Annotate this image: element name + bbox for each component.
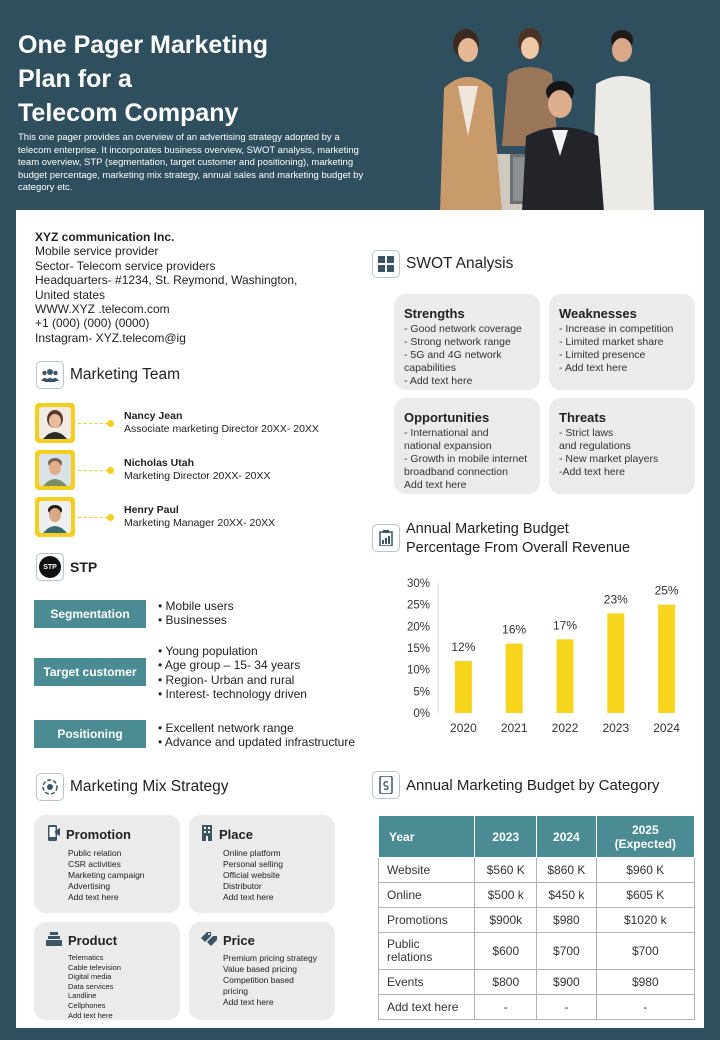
mix-promotion: Promotion Public relation CSR activities Marketing campaign Advertising Add text here [34, 815, 180, 913]
y-tick-label: 30% [406, 578, 430, 590]
building-icon [201, 825, 213, 844]
table-row: Events $800 $900 $980 [379, 970, 695, 995]
swot-heading: SWOT Analysis [372, 250, 513, 278]
swot-weaknesses: Weaknesses - Increase in competition - Limited market share - Limited presence - Add text here [549, 294, 695, 390]
bar [455, 661, 472, 713]
stp-label-positioning: Positioning [34, 720, 146, 748]
swot-threats: Threats - Strict laws and regulations - New market players -Add text here [549, 398, 695, 494]
team-member: Nancy Jean Associate marketing Director 20XX- 20XX [35, 403, 319, 443]
swot-strengths: Strengths - Good network coverage - Strong network range - 5G and 4G network capabilities - Add text here [394, 294, 540, 390]
bar [557, 639, 574, 713]
team-photo [418, 26, 680, 212]
page-title: One Pager Marketing Plan for a Telecom Company [18, 31, 269, 127]
table-row: Promotions $900k $980 $1020 k [379, 908, 695, 933]
bar [607, 613, 624, 713]
avatar [39, 454, 71, 486]
team-icon [36, 361, 64, 389]
x-tick-label: 2022 [551, 721, 579, 735]
avatar [39, 407, 71, 439]
mix-product: Product Telematics Cable television Digital media Data services Landline Cellphones Add text here [34, 922, 180, 1020]
y-tick-label: 0% [413, 708, 430, 720]
company-instagram: Instagram- XYZ.telecom@ig [35, 330, 186, 345]
company-info: XYZ communication Inc. Mobile service provider Sector- Telecom service providers Headquarters- #1234, St. Reymond, Washington, United states WWW.XYZ .telecom.com +1 (000) (000) (0000) Instagram- XYZ.telecom@ig [35, 230, 355, 345]
stp-list-segmentation: • Mobile users • Businesses [158, 599, 234, 628]
stp-list-target-customer: • Young population • Age group – 15- 34 years • Region- Urban and rural • Interest- technology driven [158, 644, 307, 702]
stop-sign-icon: STP [36, 553, 64, 581]
mix-place: Place Online platform Personal selling Official website Distributor Add text here [189, 815, 335, 913]
y-tick-label: 5% [413, 686, 430, 699]
bar-value-label: 12% [451, 640, 476, 654]
budget-percentage-chart [380, 572, 700, 742]
bar [658, 605, 675, 713]
mix-price: Price Premium pricing strategy Value based pricing Competition based pricing Add text here [189, 922, 335, 1020]
x-tick-label: 2024 [653, 721, 680, 735]
table-row: Add text here - - - [379, 995, 695, 1020]
price-tags-icon [201, 932, 217, 949]
x-tick-label: 2023 [602, 721, 630, 735]
table-row: Online $500 k $450 k $605 K [379, 883, 695, 908]
y-tick-label: 10% [406, 664, 430, 677]
table-header-row: Year 2023 2024 2025 (Expected) [379, 816, 695, 858]
table-row: Website $560 K $860 K $960 K [379, 858, 695, 883]
budget-category-table [378, 815, 695, 1020]
stp-label-segmentation: Segmentation [34, 600, 146, 628]
avatar [39, 501, 71, 533]
y-tick-label: 15% [406, 643, 430, 655]
bar-value-label: 17% [552, 618, 578, 633]
team-member: Henry Paul Marketing Manager 20XX- 20XX [35, 497, 275, 537]
marketing-team-heading: Marketing Team [36, 361, 180, 389]
table-row: Public relations $600 $700 $700 [379, 933, 695, 970]
marketing-mix-heading: Marketing Mix Strategy [36, 773, 229, 801]
swot-opportunities: Opportunities - International and national expansion - Growth in mobile internet broadband connection Add text here [394, 398, 540, 494]
stp-heading: STP STP [36, 553, 97, 581]
x-tick-label: 2020 [450, 721, 477, 735]
company-name: XYZ communication Inc. [35, 230, 175, 244]
bar-value-label: 16% [502, 622, 527, 637]
company-phone: +1 (000) (000) (0000) [35, 316, 150, 331]
bar [506, 644, 523, 713]
budget-percentage-heading: Annual Marketing Budget Percentage From Overall Revenue [372, 520, 630, 558]
company-website: WWW.XYZ .telecom.com [35, 302, 170, 317]
target-cycle-icon [36, 773, 64, 801]
box-stack-icon [46, 932, 62, 949]
swot-grid-icon [372, 250, 400, 278]
x-tick-label: 2021 [500, 721, 528, 735]
mobile-dollar-icon [372, 771, 400, 799]
clipboard-chart-icon [372, 524, 400, 552]
budget-category-heading: Annual Marketing Budget by Category [372, 771, 659, 799]
y-tick-label: 20% [406, 621, 430, 634]
stp-label-target-customer: Target customer [34, 658, 146, 686]
bar-value-label: 23% [603, 592, 628, 607]
phone-icon [46, 825, 60, 844]
header [0, 0, 720, 212]
y-tick-label: 25% [406, 599, 430, 612]
bar-value-label: 25% [654, 583, 679, 598]
team-member: Nicholas Utah Marketing Director 20XX- 20XX [35, 450, 270, 490]
stp-list-positioning: • Excellent network range • Advance and updated infrastructure [158, 721, 355, 750]
intro-text: This one pager provides an overview of an advertising strategy adopted by a telecom enterprise. It incorporates business overview, SWOT analysis, marketing team overview, STP (segmentation, target customer and positioning), marketing budget percentage, marketing mix strategy, annual sales and marketing budget by category etc. [18, 132, 364, 194]
